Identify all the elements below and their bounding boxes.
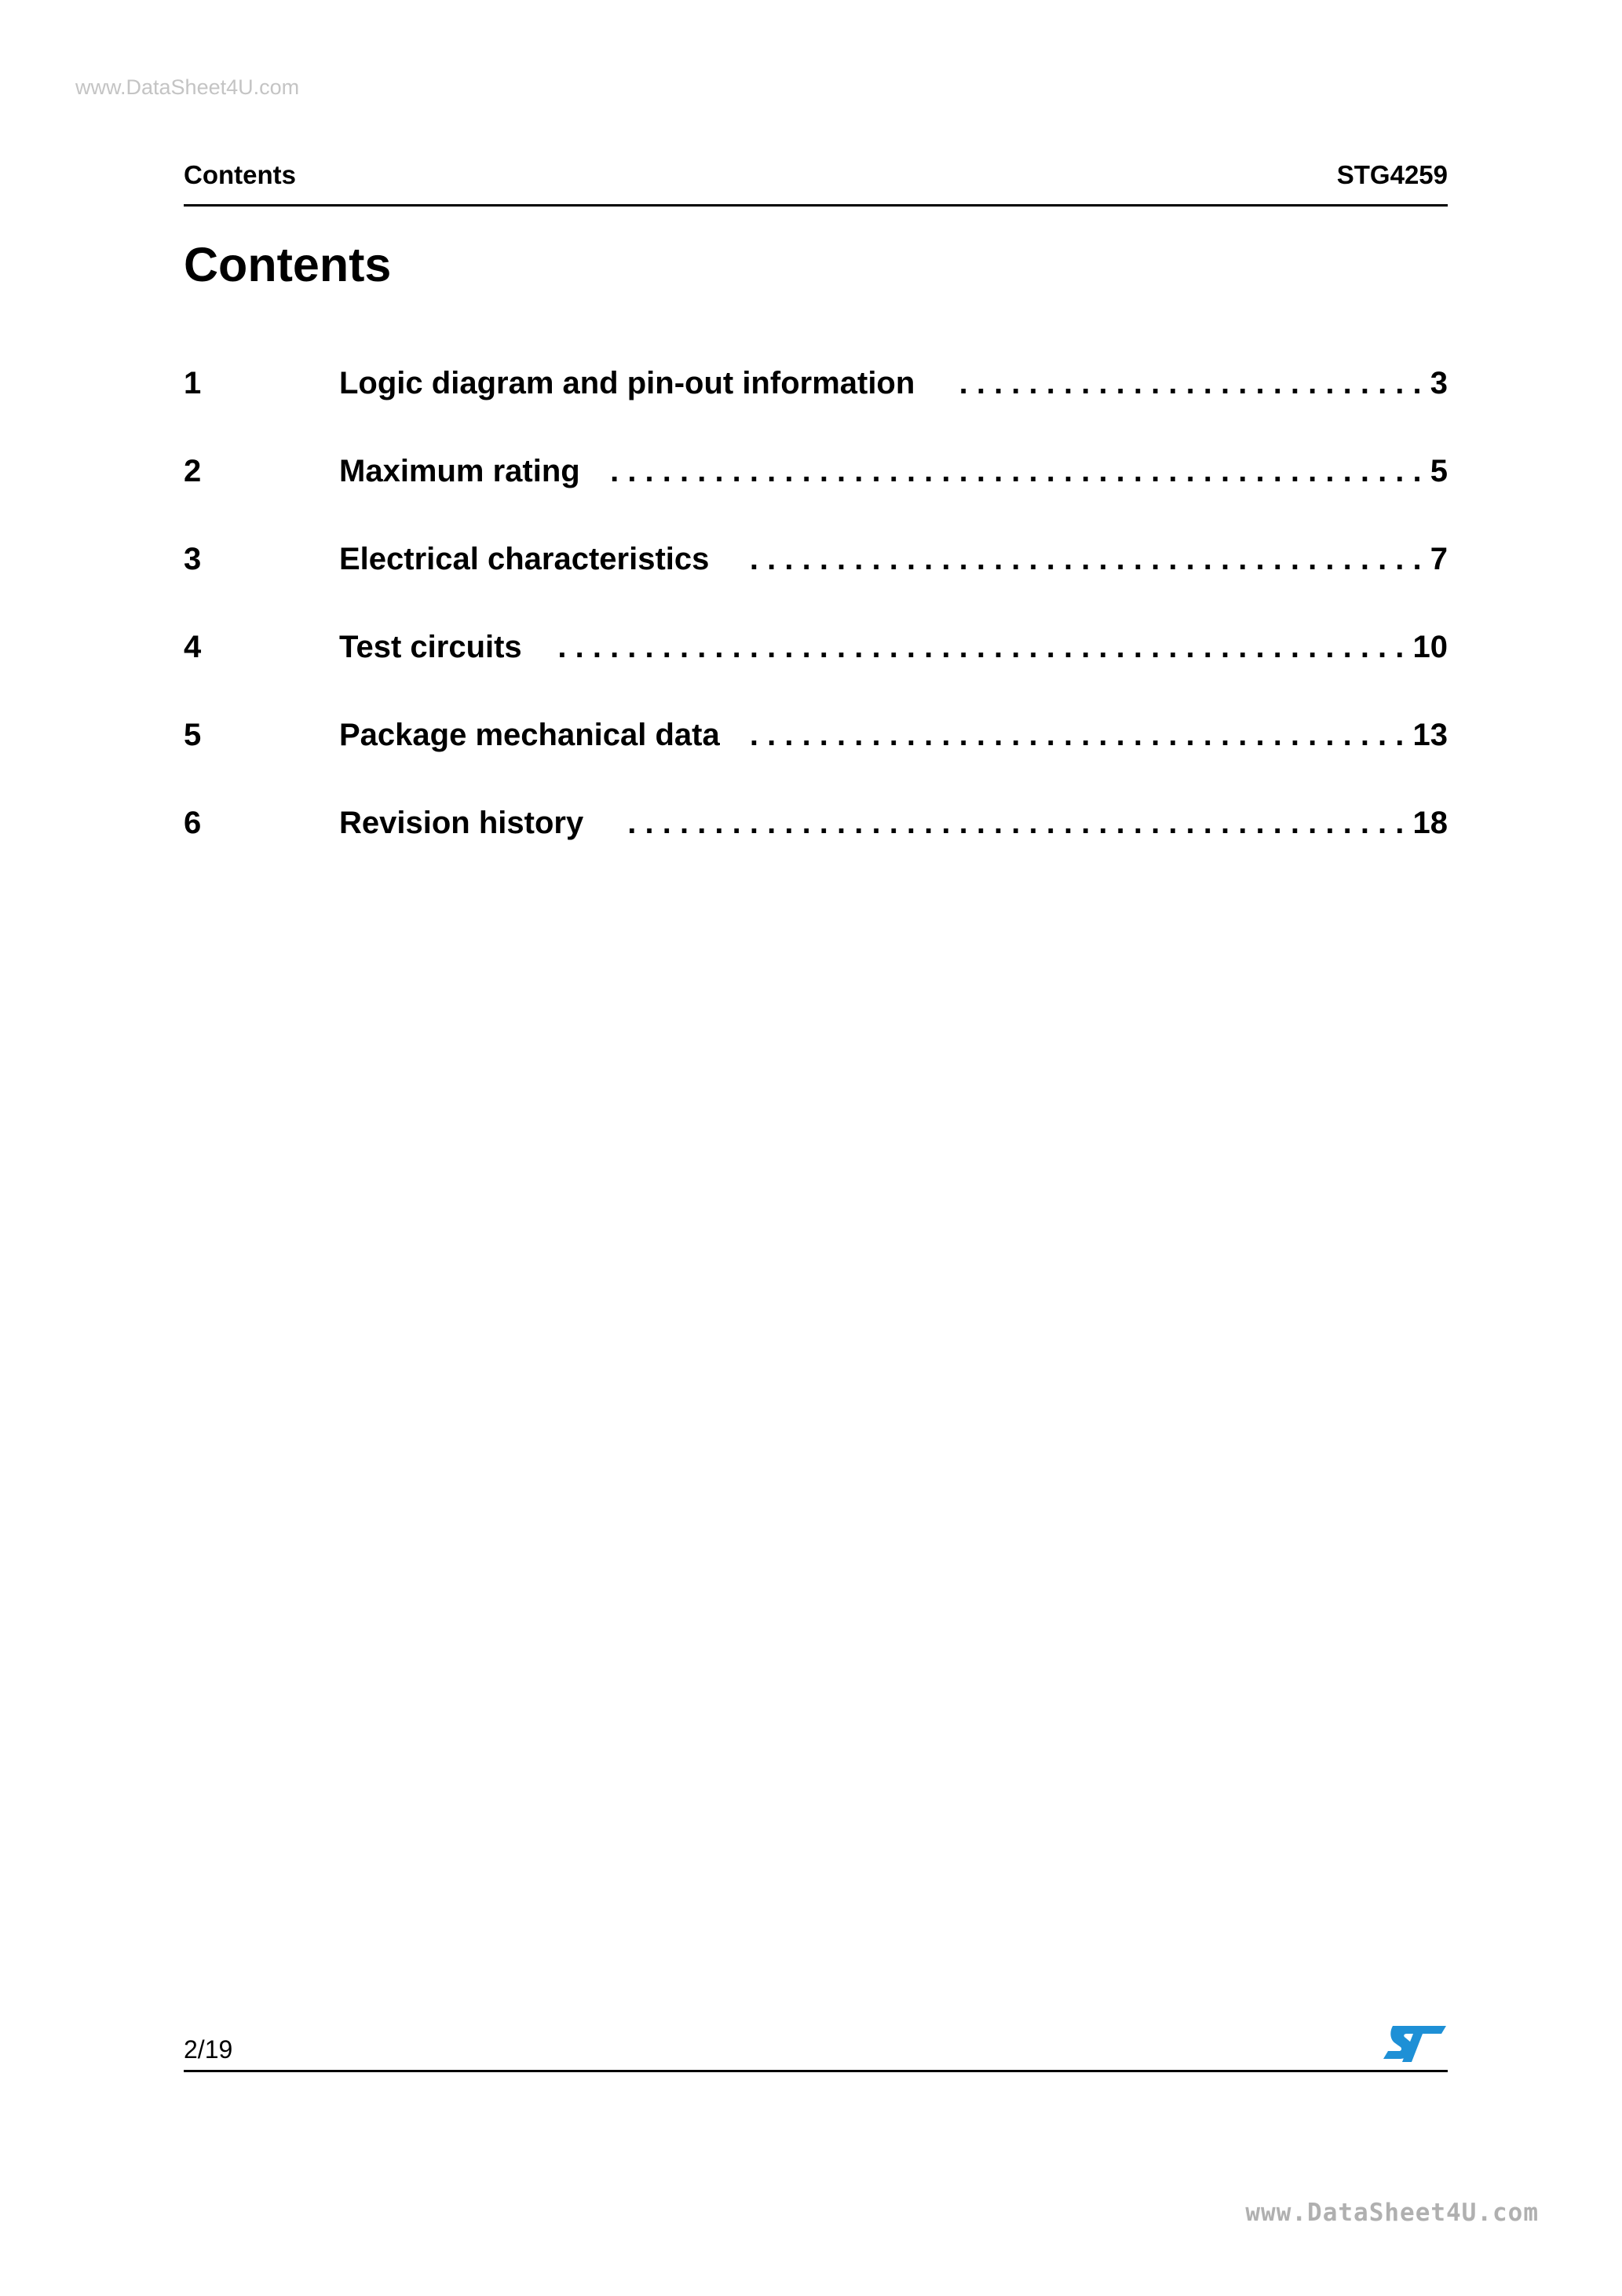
toc-entry-page[interactable]: 10 xyxy=(1412,630,1448,664)
toc-entry-number: 5 xyxy=(184,718,202,752)
toc-entry-page[interactable]: 18 xyxy=(1412,806,1448,840)
toc-entry-label[interactable]: Logic diagram and pin-out information xyxy=(339,366,915,400)
toc-entry[interactable] xyxy=(184,454,1448,542)
toc-entry-label[interactable]: Test circuits xyxy=(339,630,522,664)
header-section-label: Contents xyxy=(184,160,296,189)
page-header xyxy=(184,155,1448,207)
toc-leader-dots: . . . . . . . . . . . . . . . . . . . . . . . . . . . 3 xyxy=(959,366,1448,400)
toc-entry-number: 4 xyxy=(184,630,202,664)
page-number: 2/19 xyxy=(184,2035,233,2064)
toc-entry-number: 6 xyxy=(184,806,202,840)
toc-entry-label[interactable]: Maximum rating xyxy=(339,454,580,488)
table-of-contents xyxy=(184,366,1448,894)
st-logo-icon xyxy=(1382,2023,1448,2065)
toc-entry-page[interactable]: 7 xyxy=(1430,542,1448,576)
page-footer xyxy=(184,2026,1448,2072)
toc-entry-number: 2 xyxy=(184,454,202,488)
toc-entry-label[interactable]: Revision history xyxy=(339,806,584,840)
toc-entry-page[interactable]: 13 xyxy=(1412,718,1448,752)
toc-entry-page[interactable]: 5 xyxy=(1430,454,1448,488)
toc-leader-dots: . . . . . . . . . . . . . . . . . . . . . . . . . . . . . . . . . . . . . . . . . . . . . 18 xyxy=(627,806,1448,840)
toc-leader-dots: . . . . . . . . . . . . . . . . . . . . . . . . . . . . . . . . . . . . . . . 7 xyxy=(749,542,1448,576)
toc-entry-number: 3 xyxy=(184,542,202,576)
toc-entry[interactable] xyxy=(184,806,1448,894)
watermark-bottom: www.DataSheet4U.com xyxy=(1245,2199,1539,2227)
toc-entry[interactable] xyxy=(184,718,1448,806)
toc-entry[interactable] xyxy=(184,366,1448,454)
toc-leader-dots: . . . . . . . . . . . . . . . . . . . . . . . . . . . . . . . . . . . . . . 13 xyxy=(749,718,1448,752)
toc-entry-label[interactable]: Package mechanical data xyxy=(339,718,720,752)
toc-entry-page[interactable]: 3 xyxy=(1430,366,1448,400)
toc-leader-dots: . . . . . . . . . . . . . . . . . . . . . . . . . . . . . . . . . . . . . . . . . . . . . . . . . 10 xyxy=(557,630,1448,664)
toc-entry[interactable] xyxy=(184,630,1448,718)
toc-leader-dots: . . . . . . . . . . . . . . . . . . . . . . . . . . . . . . . . . . . . . . . . . . . . . . . 5 xyxy=(610,454,1448,488)
watermark-top: www.DataSheet4U.com xyxy=(75,75,300,99)
header-part-number: STG4259 xyxy=(1336,160,1448,189)
toc-entry-label[interactable]: Electrical characteristics xyxy=(339,542,710,576)
toc-entry-number: 1 xyxy=(184,366,202,400)
toc-entry[interactable] xyxy=(184,542,1448,630)
page-title: Contents xyxy=(184,238,392,291)
